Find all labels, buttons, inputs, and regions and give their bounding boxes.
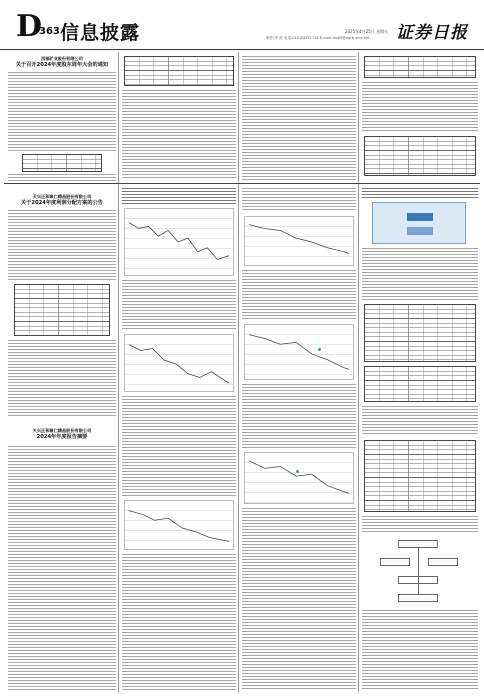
article-company: 西部矿业股份有限公司 (41, 56, 83, 61)
data-table (14, 284, 110, 336)
article-body (362, 516, 478, 534)
article-body (8, 210, 116, 280)
newspaper-logo: 证券日报 (396, 23, 468, 43)
flow-node (398, 594, 438, 602)
data-table (364, 440, 476, 512)
article-body (242, 270, 356, 320)
section-letter: D (16, 9, 43, 44)
article-company: 天兴正和聚仁精品股份有限公司 (32, 428, 92, 433)
article-body (362, 82, 478, 132)
line-chart (124, 208, 234, 276)
article-body (362, 248, 478, 300)
page-number: 363 (39, 26, 60, 37)
article-body (362, 406, 478, 436)
article-body (8, 340, 116, 416)
editor-line: 制作/李 波 电话:010-83251716 E-mail:zqrb9@zqrb.sina.net (266, 36, 370, 40)
line-chart (244, 452, 354, 504)
data-table (364, 366, 476, 402)
article-body (122, 188, 236, 204)
article-title: 关于2024年度利润分配方案的公告 (21, 200, 103, 206)
line-chart (124, 334, 234, 392)
data-table (364, 56, 476, 78)
flow-node (398, 540, 438, 548)
column-rule (238, 52, 239, 692)
article-body (362, 188, 478, 198)
article-body (122, 396, 236, 496)
line-chart (124, 500, 234, 550)
article-body (122, 280, 236, 330)
diagram-node (407, 213, 433, 221)
column-rule (358, 52, 359, 692)
article-body (122, 90, 236, 180)
flow-node (428, 558, 458, 566)
column-rule (118, 52, 119, 692)
issue-date: 2025年4月25日 星期五 (345, 29, 389, 34)
data-table (22, 154, 102, 172)
article-body (8, 72, 116, 152)
flow-connector (418, 548, 419, 594)
chart-marker (296, 470, 299, 473)
article-body (242, 508, 356, 690)
article-body (242, 56, 356, 180)
diagram-node (407, 227, 433, 235)
article-body (242, 188, 356, 212)
data-table (124, 56, 234, 86)
data-table (364, 304, 476, 362)
article-body (242, 384, 356, 448)
data-table (364, 136, 476, 176)
line-chart (244, 216, 354, 266)
article-body (122, 554, 236, 690)
article-title: 关于召开2024年度股东周年大会的通知 (15, 62, 109, 68)
masthead (0, 0, 484, 50)
article-body (8, 446, 116, 690)
section-divider (4, 183, 480, 184)
section-title: 信息披露 (60, 22, 141, 44)
org-diagram (372, 202, 466, 244)
article-company: 天兴正和聚仁精品股份有限公司 (32, 194, 92, 199)
article-body (362, 610, 478, 690)
article-body (8, 174, 116, 181)
flow-node (380, 558, 410, 566)
line-chart (244, 324, 354, 380)
article-title: 2024年年度报告摘要 (36, 434, 88, 440)
chart-marker (318, 348, 321, 351)
